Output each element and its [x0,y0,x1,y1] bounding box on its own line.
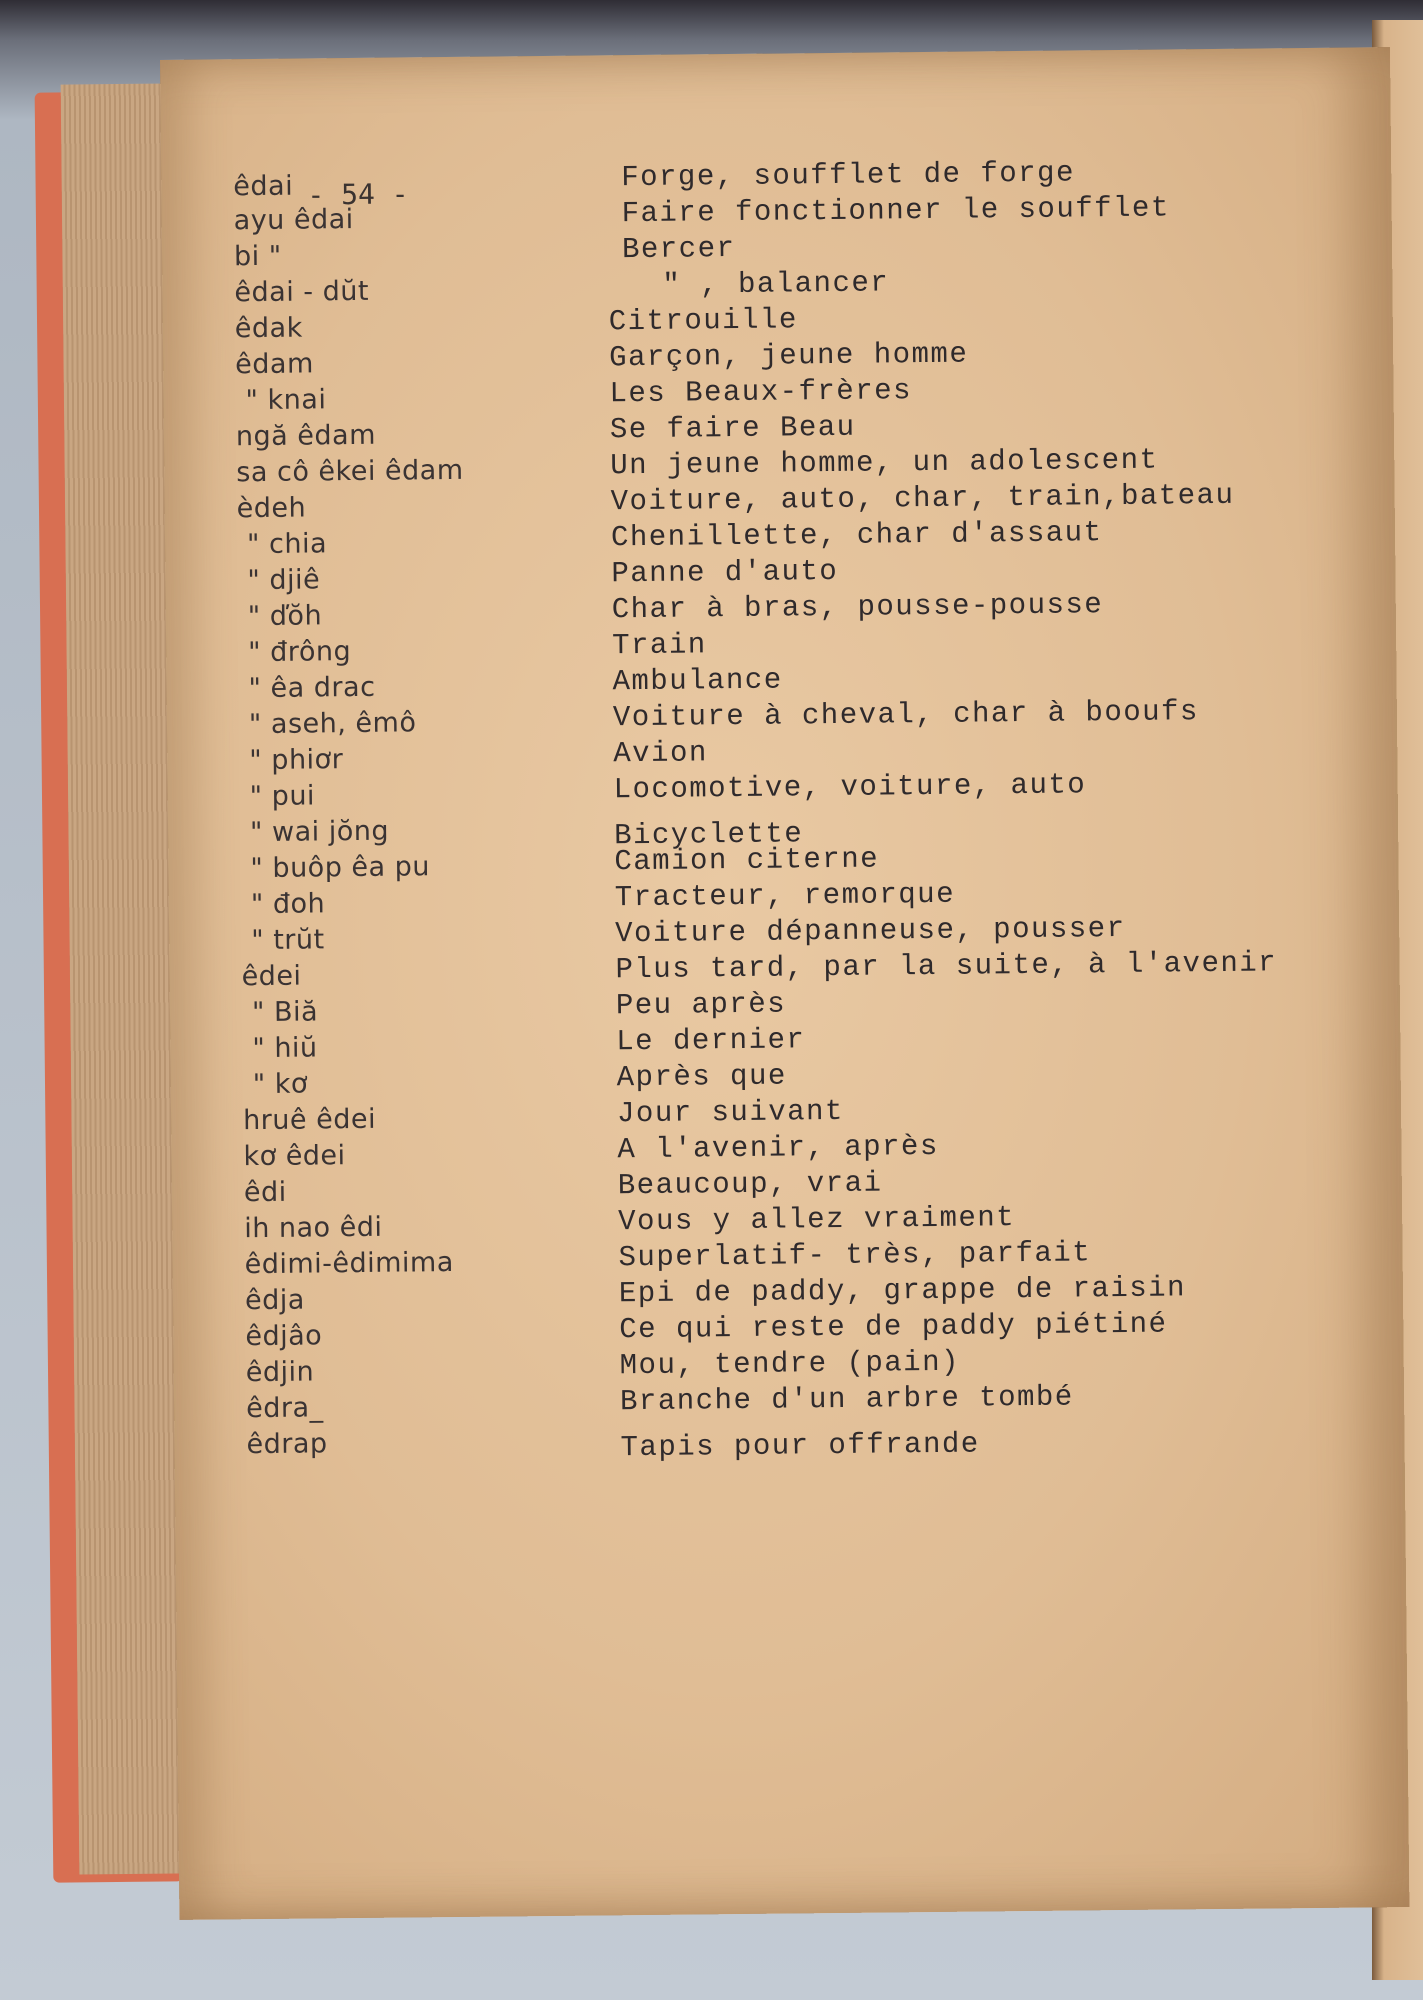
entry-term: êdjin [245,1356,315,1389]
entry-term: " djiê [247,564,321,597]
entry-definition: Forge, soufflet de forge [621,156,1076,195]
entry-definition: " , balancer [662,266,890,302]
entry-definition: Panne d'auto [611,554,839,591]
entry-term: êdei [241,960,302,993]
entry-term: " trŭt [251,924,325,957]
entry-term: êdai [233,170,294,203]
entry-definition: Chenillette, char d'assaut [610,516,1103,555]
entry-definition: A l'avenir, après [617,1129,939,1167]
entry-term: êdrap [246,1428,328,1461]
entry-term: " aseh, êmô [248,707,417,741]
entry-term: ih nao êdi [244,1211,383,1245]
entry-term: " đoh [250,888,326,921]
entry-term: êdam [235,348,314,381]
entry-definition: Jour suivant [616,1094,845,1131]
entry-definition: Garçon, jeune homme [608,337,969,375]
entry-term: êdi [243,1176,287,1209]
book-page [160,47,1409,1920]
entry-term: " phiơr [249,744,344,777]
entry-definition: Camion citerne [614,842,880,879]
entry-term: èdeh [236,492,307,525]
entry-definition: Avion [613,736,708,771]
entry-term: " ďŏh [247,600,323,633]
entry-term: " êa drac [248,671,376,705]
entry-term: êdja [244,1284,305,1317]
entry-definition: Tracteur, remorque [614,877,956,915]
entry-term: êdimi-êdimima [244,1246,454,1281]
entry-definition: Bercer [621,231,736,267]
entry-term: " knai [245,384,327,417]
entry-term: " wai jŏng [249,815,390,849]
entry-definition: Train [611,628,707,663]
entry-definition: Ce qui reste de paddy piétiné [619,1307,1168,1347]
entry-term: ayu êdai [233,203,354,237]
entry-definition: Epi de paddy, grappe de raisin [618,1271,1187,1311]
entry-definition: Voiture à cheval, char à booufs [612,695,1200,735]
entry-term: bi " [233,240,282,273]
entry-term: " chia [246,528,328,561]
entry-definition: Tapis pour offrande [620,1427,980,1465]
entry-term: sa cô êkei êdam [236,454,464,489]
entry-definition: Locomotive, voiture, auto [613,768,1087,807]
entry-term: " hiŭ [252,1032,318,1065]
entry-definition: Le dernier [616,1023,806,1059]
entry-term: hruê êdei [242,1103,377,1137]
entry-definition: Faire fonctionner le soufflet [621,191,1170,231]
entry-definition: Branche d'un arbre tombé [619,1380,1074,1419]
entry-definition: Citrouille [608,303,798,339]
entry-term: " buôp êa pu [250,851,431,885]
entry-definition: Vous y allez vraiment [618,1201,1016,1239]
entry-term: " Biă [251,996,319,1029]
entry-term: êdai - dŭt [234,275,370,309]
entry-definition: Char à bras, pousse-pousse [611,588,1104,627]
entry-definition: Un jeune homme, un adolescent [610,443,1159,483]
entry-definition: Mou, tendre (pain) [619,1345,961,1383]
entry-definition: Plus tard, par la suite, à l'avenir [615,946,1278,987]
entry-definition: Voiture, auto, char, train,bateau [610,478,1235,519]
entry-definition: Superlatif- très, parfait [618,1236,1092,1275]
entry-term: " pui [249,780,316,813]
entry-term: êdra_ [245,1392,324,1425]
entry-definition: Bicyclette [613,817,804,853]
entry-term: " đrông [248,636,352,669]
entry-definition: Après que [616,1059,787,1095]
page-number: - 54 - [307,177,409,212]
entry-term: ngă êdam [235,419,377,453]
entry-definition: Peu après [615,987,787,1023]
entry-definition: Les Beaux-frères [609,374,913,411]
entry-term: êdjâo [245,1320,323,1353]
entry-term: kơ êdei [243,1140,346,1173]
entry-term: êdak [234,312,303,345]
entry-definition: Voiture dépanneuse, pousser [615,911,1126,951]
entry-definition: Se faire Beau [609,410,856,447]
entry-definition: Beaucoup, vrai [617,1166,883,1203]
entry-definition: Ambulance [612,663,783,699]
entry-term: " kơ [252,1068,309,1101]
